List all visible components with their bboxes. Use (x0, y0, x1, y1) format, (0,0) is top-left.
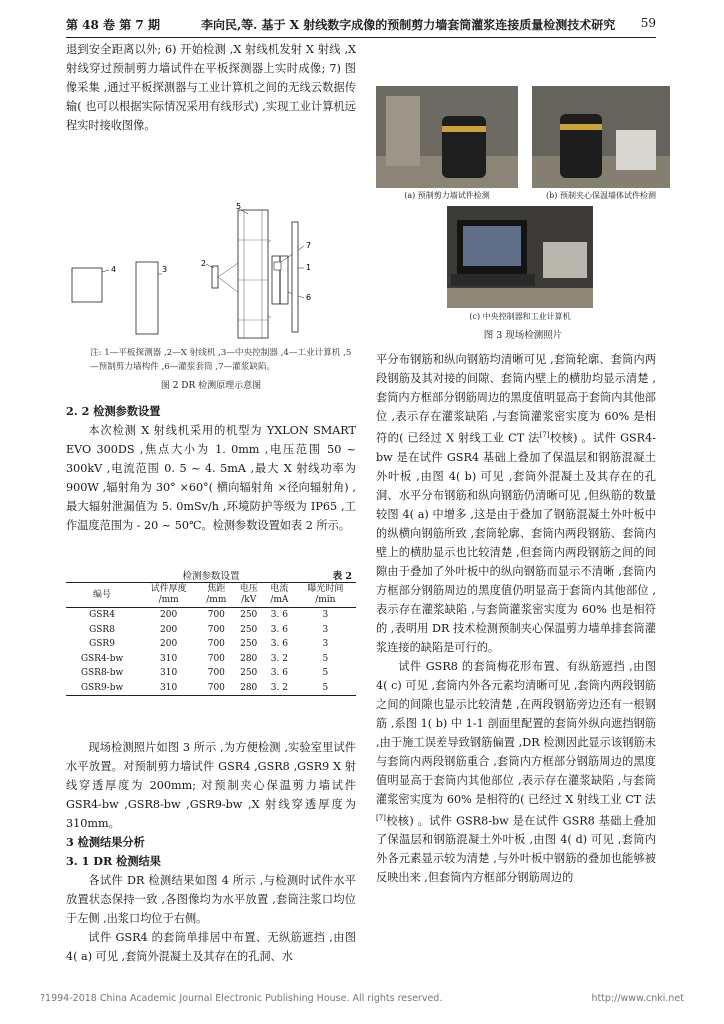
fig2-label-5: 5 (236, 202, 242, 211)
col-header: 编号 (66, 583, 138, 608)
fig2-label-4: 4 (111, 265, 117, 274)
paragraph-gsr4: 试件 GSR4 的套筒单排居中布置、无纵筋遮挡 ,由图 4( a) 可见 ,套筒外混凝土及其存在的孔洞、水 (66, 931, 356, 963)
table-2-title: 检测参数设置 (182, 571, 240, 582)
photo-b-xray-unit (560, 114, 602, 178)
section-3-heading: 3 检测结果分析 (66, 835, 145, 849)
table-2-grid (66, 583, 356, 695)
photo-b-xray-band (560, 124, 602, 130)
col-header: 曝光时间 /min (295, 583, 356, 608)
industrial-computer-box (72, 268, 102, 302)
photo-b-sandwich-wall-test (532, 86, 670, 188)
table-row: GSR4-bw 310 700 280 3. 2 5 (80, 653, 329, 664)
photo-c-art (447, 206, 593, 308)
photo-b-art (532, 86, 670, 188)
table-row: GSR8-bw 310 700 250 3. 6 5 (80, 668, 329, 678)
photo-a-shear-wall-test (376, 86, 518, 188)
citation-7[interactable]: [7] (539, 431, 550, 439)
left-bottom-text (66, 738, 356, 966)
paragraph-dr-results: 各试件 DR 检测结果如图 4 所示 ,与检测时试件水平放置状态保持一致 ,各图像均为水平放置 ,套筒注浆口均位于左侧 ,出浆口均位于右侧。 (66, 874, 356, 925)
central-controller-box (136, 262, 158, 334)
leader-4 (102, 270, 109, 272)
fig2-label-7: 7 (306, 241, 312, 250)
table-2 (66, 568, 356, 696)
citation-7[interactable]: [7] (376, 813, 386, 822)
fig2-label-3: 3 (162, 265, 168, 274)
figure-3b-caption: (b) 预制夹心保温墙体试件检测 (546, 191, 656, 200)
figure-3a-caption: (a) 预制剪力墙试件检测 (404, 191, 490, 200)
shear-wall (238, 210, 268, 338)
col-header: 电压 /kV (233, 583, 264, 608)
page-number: 59 (640, 16, 656, 30)
section-2-2 (66, 402, 356, 535)
left-top-text (66, 40, 356, 135)
col-header: 电流 /mA (264, 583, 295, 608)
photo-a-xray-unit (442, 116, 486, 178)
section-3-1-heading: 3. 1 DR 检测结果 (66, 854, 161, 868)
running-title: 李向民,等. 基于 X 射线数字成像的预制剪力墙套筒灌浆连接质量检测技术研究 (201, 18, 616, 32)
photo-a-xray-band (442, 126, 486, 132)
photo-c-laptop-base (451, 274, 535, 286)
fig2-label-2: 2 (201, 259, 207, 268)
xray-machine-box (212, 266, 218, 288)
volume-issue: 第 48 卷 第 7 期 (66, 18, 160, 32)
header-rule (66, 37, 656, 38)
paragraph-photos: 现场检测照片如图 3 所示 ,为方便检测 ,实验室里试件水平放置。对预制剪力墙试件 GSR4 ,GSR8 ,GSR9 X 射线穿透厚度为 200mm; 对预制夹心保温剪力墙试件 GSR4-bw ,GSR8-bw ,GSR9-bw ,X 射线穿透厚度为 310mm。 (66, 741, 356, 830)
table-2-header-row (66, 583, 356, 608)
paragraph-step-6-7: 退到安全距离以外; 6) 开始检测 ,X 射线机发射 X 射线 ,X 射线穿过预制剪力墙试件在平板探测器上实时成像; 7) 图像采集 ,通过平板探测器与工业计算机之间的无线云数据传输( 也可以根据实际情况采用有线形式) ,实现工业计算机远程实时接收图像。 (66, 43, 356, 132)
copyright-notice: ?1994-2018 China Academic Journal Electronic Publishing House. All rights reserved. (40, 993, 443, 1004)
photo-c-controller (543, 242, 587, 278)
figure-2-note: 注: 1—平板探测器 ,2—X 射线机 ,3—中央控制器 ,4—工业计算机 ,5—预制剪力墙构件 ,6—灌浆套筒 ,7—灌浆缺陷。 (90, 348, 352, 372)
section-2-2-paragraph: 本次检测 X 射线机采用的机型为 YXLON SMART EVO 300DS ,焦点大小为 1. 0mm ,电压范围 50 ~ 300kV ,电流范围 0. 5 ~ 4. 5mA ,最大 X 射线功率为 900W ,辐射角为 30° ×60°( 横向辐射角 ×径向辐射角) ,最大辐射泄漏值为 5. 0mSv/h ,环境防护等级为 IP65 ,工作温度范围为 - 20 ~ 50℃。检测参数设置如表 2 所示。 (66, 424, 356, 532)
figure-2-schematic (66, 200, 356, 340)
flat-panel-detector (292, 222, 298, 332)
section-2-2-heading: 2. 2 检测参数设置 (66, 404, 161, 418)
table-row: GSR9 200 700 250 3. 6 3 (89, 639, 329, 649)
figure-3c-caption: (c) 中央控制器和工业计算机 (469, 312, 571, 321)
photo-a-art (376, 86, 518, 188)
figure-3-caption: 图 3 现场检测照片 (483, 330, 563, 341)
table-2-frame (66, 582, 356, 696)
table-row: GSR4 200 700 250 3. 6 3 (89, 610, 329, 620)
right-column-text (376, 350, 656, 887)
photo-a-panel (386, 96, 420, 166)
photo-b-detector (616, 130, 656, 170)
fig2-label-6: 6 (306, 293, 312, 302)
cnki-link[interactable]: http://www.cnki.net (591, 993, 684, 1004)
table-row: GSR8 200 700 250 3. 6 3 (89, 624, 329, 635)
col-header: 试件厚度 /mm (138, 583, 199, 608)
figure-2-caption: 图 2 DR 检测原理示意图 (160, 381, 262, 391)
paragraph-gsr4-continued: 平分布钢筋和纵向钢筋均清晰可见 ,套筒轮廓、套筒内两段钢筋及其对接的间隙、套筒内壁上的横肋均显示清楚 ,套筒内方框部分钢筋周边的黑度值明显高于套筒内其他部位 ,表示存在灌浆缺陷 ,与套筒灌浆密实度为 60% 是相符的( 已经过 X 射线工业 CT 法[7]校核) 。试件 GSR4-bw 是在试件 GSR4 基础上叠加了保温层和钢筋混凝土外叶板 ,由图 4( b) 可见 ,套筒外混凝土及其存在的孔洞、水平分布钢筋和纵向钢筋仍清晰可见 ,但纵筋的数量较图 4( a) 中增多 ,这是由于叠加了钢筋混凝土外叶板中的纵横向钢筋所致 ,套筒轮廓、套筒内两段钢筋、套筒内壁上的横肋显示也比较清楚 ,但套筒内两段钢筋之间的间隙由于叠加了外叶板中的纵向钢筋而显示不清晰 ,套筒内方框部分钢筋周边的黑度值仍明显高于套筒内其他部位 ,表示存在灌浆缺陷 ,与套筒灌浆密实度为 60% 也是相符的 ,表明用 DR 技术检测预制夹心保温剪力墙单排套筒灌浆连接的缺陷是可行的。 (376, 353, 656, 654)
col-header: 焦距 /mm (199, 583, 233, 608)
paragraph-gsr8: 试件 GSR8 的套筒梅花形布置、有纵筋遮挡 ,由图 4( c) 可见 ,套筒内外各元素均清晰可见 ,套筒内两段钢筋之间的间隙也显示比较清楚 ,在两段钢筋旁边还有一根钢筋 ,系图 1( b) 中 1-1 剖面里配置的套筒外纵向遮挡钢筋 ,由于施工误差导致钢筋偏置 ,DR 检测因此显示该钢筋未与套筒内两段钢筋重合 ,套筒内方框部分钢筋周边的黑度值明显高于套筒内其他部位 ,表示存在灌浆缺陷 ,与套筒灌浆密实度为 60% 是相符的( 已经过 X 射线工业 CT 法[7]校核) 。试件 GSR8-bw 是在试件 GSR8 基础上叠加了保温层和钢筋混凝土外叶板 ,由图 4( d) 可见 ,套筒内外各元素显示较为清楚 ,与外叶板中钢筋的叠加也能够被反映出来 ,但套筒内方框部分钢筋周边的 (376, 659, 656, 885)
fig2-label-1: 1 (306, 263, 312, 272)
running-header (66, 14, 656, 34)
photo-c-screen-image (463, 226, 521, 266)
table-2-number: 表 2 (332, 571, 352, 582)
photo-c-table (447, 288, 593, 308)
photo-c-controller-computer (447, 206, 593, 308)
table-row: GSR9-bw 310 700 280 3. 2 5 (80, 682, 329, 693)
table-2-title-row (66, 568, 356, 582)
grout-defect (274, 262, 281, 270)
